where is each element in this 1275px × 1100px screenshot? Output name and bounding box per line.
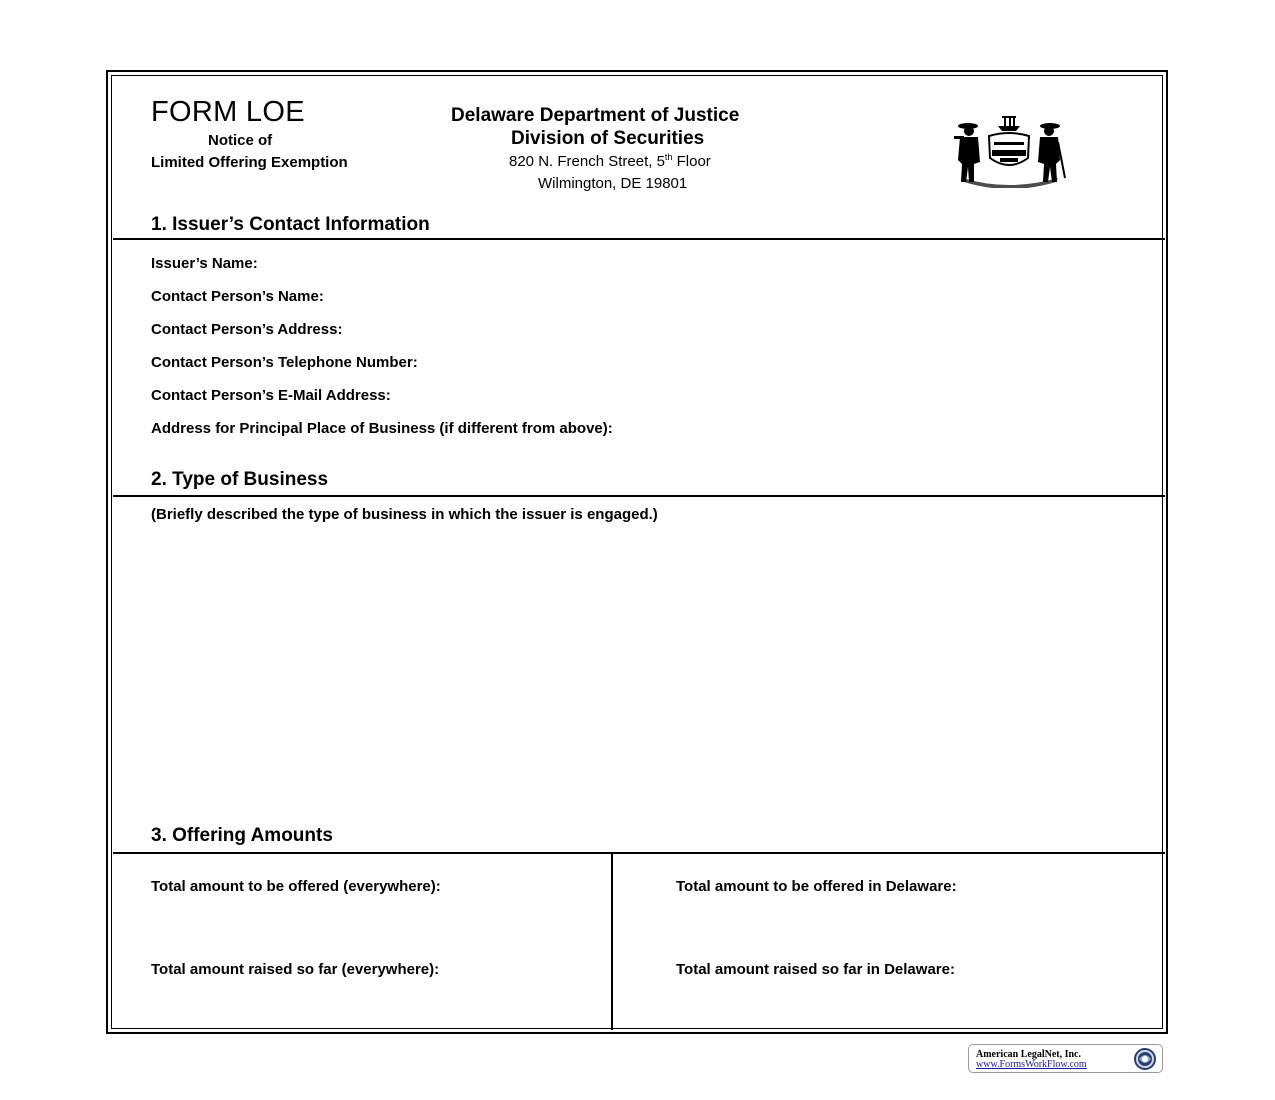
form-subtitle-exemption: Limited Offering Exemption bbox=[151, 154, 348, 171]
contact-address-label: Contact Person’s Address: bbox=[151, 321, 343, 338]
agency-division: Division of Securities bbox=[511, 128, 705, 149]
section-2-title: 2. Type of Business bbox=[151, 469, 329, 490]
issuer-name-label: Issuer’s Name: bbox=[151, 255, 258, 272]
contact-telephone-field[interactable] bbox=[526, 352, 1154, 374]
business-type-description-field[interactable] bbox=[150, 532, 1154, 821]
ordinal-suffix: th bbox=[664, 152, 673, 162]
street-text: 820 N. French Street, 5 bbox=[509, 153, 665, 170]
contact-name-label: Contact Person’s Name: bbox=[151, 288, 324, 305]
business-type-instruction: (Briefly described the type of business in which the issuer is engaged.) bbox=[151, 506, 658, 523]
agency-city-address: Wilmington, DE 19801 bbox=[538, 175, 688, 192]
contact-name-field[interactable] bbox=[393, 286, 1154, 308]
agency-name: Delaware Department of Justice bbox=[451, 105, 740, 126]
contact-address-field[interactable] bbox=[420, 319, 1154, 341]
total-raised-delaware-field[interactable] bbox=[676, 985, 1140, 1009]
badge-url-link[interactable]: www.FormsWorkFlow.com bbox=[976, 1059, 1087, 1070]
agency-street-address bbox=[509, 153, 711, 170]
form-title: FORM LOE bbox=[151, 96, 305, 128]
section-2-divider bbox=[113, 495, 1165, 497]
badge-company-name: American LegalNet, Inc. bbox=[976, 1049, 1081, 1060]
total-offered-delaware-label: Total amount to be offered in Delaware: bbox=[676, 878, 957, 895]
contact-email-label: Contact Person’s E-Mail Address: bbox=[151, 387, 391, 404]
globe-swirl-logo-icon bbox=[1133, 1047, 1157, 1071]
contact-telephone-label: Contact Person’s Telephone Number: bbox=[151, 354, 418, 371]
principal-business-address-label: Address for Principal Place of Business (if different from above): bbox=[151, 420, 613, 437]
floor-text: Floor bbox=[672, 153, 711, 170]
section-3-column-divider bbox=[611, 852, 613, 1030]
contact-email-field[interactable] bbox=[487, 385, 1154, 407]
delaware-seal-icon bbox=[952, 112, 1067, 188]
total-offered-everywhere-field[interactable] bbox=[151, 902, 595, 926]
total-offered-everywhere-label: Total amount to be offered (everywhere): bbox=[151, 878, 441, 895]
section-1-divider bbox=[113, 238, 1165, 240]
total-raised-everywhere-field[interactable] bbox=[151, 985, 595, 1009]
section-3-divider bbox=[113, 852, 1165, 854]
section-1-title: 1. Issuer’s Contact Information bbox=[151, 214, 430, 235]
total-raised-delaware-label: Total amount raised so far in Delaware: bbox=[676, 961, 955, 978]
section-3-title: 3. Offering Amounts bbox=[151, 825, 333, 846]
total-offered-delaware-field[interactable] bbox=[676, 902, 1140, 926]
form-subtitle-notice: Notice of bbox=[208, 132, 273, 149]
principal-business-address-field[interactable] bbox=[794, 418, 1154, 440]
total-raised-everywhere-label: Total amount raised so far (everywhere): bbox=[151, 961, 440, 978]
american-legalnet-badge[interactable] bbox=[968, 1044, 1163, 1073]
issuer-name-field[interactable] bbox=[300, 253, 1154, 275]
